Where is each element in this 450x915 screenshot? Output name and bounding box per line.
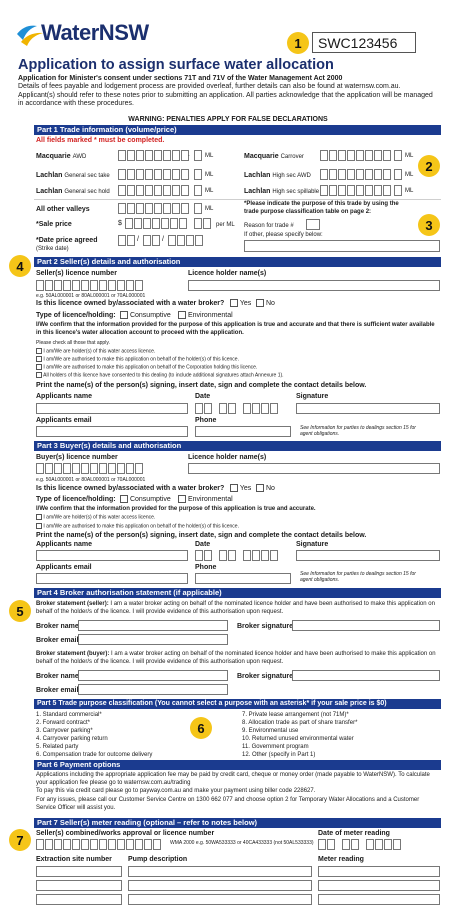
broker-name-label: Broker name xyxy=(36,673,79,680)
meter-reading-label: Meter reading xyxy=(318,856,364,863)
agent-obligations-note: See Information for parties to dealings section 15 for agent obligations. xyxy=(300,571,416,583)
seller-licence-label: Seller(s) licence number xyxy=(36,270,117,277)
decimal-dot: · xyxy=(188,153,190,159)
check-all-note: Please check all those that apply. xyxy=(36,340,110,346)
purpose-item: 10. Returned unused environmental water xyxy=(242,736,354,742)
wma-example: WMA 2000 e.g. 50WA533333 or 40CA433333 (not 50AL533333) xyxy=(170,840,314,846)
other-valleys-label: All other valleys xyxy=(36,206,90,213)
lachlan-hs-awd-label: Lachlan High sec AWD xyxy=(244,172,311,179)
part5-header: Part 5 Trade purpose classification (You cannot select a purpose with an asterisk* if your sale price is $0) xyxy=(34,699,441,709)
purpose-item: 2. Forward contract* xyxy=(36,720,91,726)
part3-header: Part 3 Buyer(s) details and authorisation xyxy=(34,441,441,451)
callout-badge-1: 1 xyxy=(287,32,309,54)
environmental-option[interactable]: Environmental xyxy=(178,311,233,319)
callout-badge-5: 5 xyxy=(9,600,31,622)
buyer-broker-signature-input[interactable] xyxy=(292,670,440,681)
meter-input-1[interactable] xyxy=(318,866,440,877)
warning-text: WARNING: PENALTIES APPLY FOR FALSE DECLARATIONS xyxy=(128,116,328,123)
ml-unit: ML xyxy=(205,206,214,212)
ml-unit: ML xyxy=(205,172,214,178)
seller-signature-input[interactable] xyxy=(296,403,440,414)
applicant-email-label: Applicants email xyxy=(36,417,92,424)
seller-option-2[interactable]: I am/We are authorised to make this application on behalf of the holder(s) of this licence. xyxy=(36,356,239,362)
broker-signature-label: Broker signature xyxy=(237,673,294,680)
broker-signature-label: Broker signature xyxy=(237,623,294,630)
consumptive-checkbox[interactable] xyxy=(120,495,128,503)
buyer-option-1[interactable]: I am/We are holder(s) of this water access licence. xyxy=(36,514,155,520)
payment-text-3: For any issues, please call our Customer Service Centre on 1300 662 077 and choose option 2 for Temporary Water Allocations and a Customer Service Officer will assist you. xyxy=(36,797,420,811)
combined-approval-label: Seller(s) combined/works approval or licence number xyxy=(36,830,215,837)
other-valleys-input[interactable] xyxy=(118,203,189,214)
sale-price-cents[interactable] xyxy=(194,218,211,229)
consumptive-option[interactable]: Consumptive xyxy=(120,311,171,319)
site-input-3[interactable] xyxy=(36,894,122,905)
seller-holder-input[interactable] xyxy=(188,280,440,291)
broker-email-label: Broker email xyxy=(36,637,79,644)
broker-question: Is this licence owned by/associated with a water broker? xyxy=(36,485,225,492)
broker-email-label: Broker email xyxy=(36,687,79,694)
ml-unit: ML xyxy=(205,188,214,194)
sale-price-label: *Sale price xyxy=(36,221,72,228)
site-input-2[interactable] xyxy=(36,880,122,891)
swc-field[interactable] xyxy=(312,32,416,53)
logo-text: WaterNSW xyxy=(41,20,149,45)
yes-checkbox[interactable] xyxy=(230,484,238,492)
broker-buyer-statement: Broker statement (buyer): I am a water broker acting on behalf of the nominated licence holder and have been authorised to make this application on behalf of the holder/s of the licence. I will provide evidence of this authorisation upon request. xyxy=(36,651,436,665)
licence-example: e.g. 50AL000001 or 80AL000001 or 70AL000001 xyxy=(36,293,146,299)
phone-label: Phone xyxy=(195,417,217,424)
buyer-date-input[interactable] xyxy=(195,550,278,561)
meter-input-3[interactable] xyxy=(318,894,440,905)
meter-input-2[interactable] xyxy=(318,880,440,891)
buyer-holder-label: Licence holder name(s) xyxy=(188,454,267,461)
purpose-item: 7. Private lease arrangement (not 71M)* xyxy=(242,712,349,718)
part1-header: Part 1 Trade information (volume/price) xyxy=(34,125,441,135)
payment-text-2: To pay this via credit card please go to payway.com.au and make your payment using biller code 228627. xyxy=(36,788,316,794)
macquarie-carryover-decimal[interactable] xyxy=(394,150,402,161)
page-title: Application to assign surface water allocation xyxy=(18,57,334,73)
purpose-list-left xyxy=(36,711,152,759)
part6-header: Part 6 Payment options xyxy=(34,760,441,770)
payment-text-1: Applications including the appropriate application fee may be paid by credit card, cheque or money order (made payable to WaterNSW). To calculate your application fee please go to waternsw.com.au/trading xyxy=(36,772,430,786)
broker-question: Is this licence owned by/associated with a water broker? xyxy=(36,300,225,307)
seller-licence-input[interactable] xyxy=(36,280,143,291)
phone-label: Phone xyxy=(195,564,217,571)
purpose-item: 12. Other (specify in Part 1) xyxy=(242,752,316,758)
macquarie-carryover-input[interactable] xyxy=(320,150,391,161)
ml-unit: ML xyxy=(205,153,214,159)
date-label: Date xyxy=(195,541,211,548)
environmental-checkbox[interactable] xyxy=(178,495,186,503)
signature-label: Signature xyxy=(296,393,329,400)
seller-broker-email-input[interactable] xyxy=(78,634,228,645)
ml-unit: ML xyxy=(405,153,414,159)
lachlan-gs-take-input[interactable] xyxy=(118,169,189,180)
seller-applicant-name-input[interactable] xyxy=(36,403,188,414)
date-month[interactable] xyxy=(143,235,160,246)
macquarie-awd-input[interactable] xyxy=(118,150,189,161)
yes-checkbox[interactable] xyxy=(230,299,238,307)
purpose-item: 3. Carryover parking* xyxy=(36,728,93,734)
lachlan-gs-hold-decimal[interactable] xyxy=(194,185,202,196)
required-note: All fields marked * must be completed. xyxy=(36,137,165,144)
buyer-signature-input[interactable] xyxy=(296,550,440,561)
buyer-option-2[interactable]: I am/We are authorised to make this application on behalf of the holder(s) of this licence. xyxy=(36,523,239,529)
macquarie-awd-label: Macquarie AWD xyxy=(36,153,87,160)
strike-date-label: (Strike date) xyxy=(36,246,69,252)
pump-description-label: Pump description xyxy=(128,856,188,863)
pump-input-3[interactable] xyxy=(128,894,312,905)
environmental-checkbox[interactable] xyxy=(178,311,186,319)
date-agreed-label: *Date price agreed xyxy=(36,237,98,244)
agent-obligations-note: See Information for parties to dealings section 15 for agent obligations. xyxy=(300,425,416,437)
purpose-item: 6. Compensation trade for outcome delivery xyxy=(36,752,153,758)
licence-type-label: Type of licence/holding: xyxy=(36,312,116,319)
purpose-item: 1. Standard commercial* xyxy=(36,712,102,718)
per-ml-unit: per ML xyxy=(216,222,235,228)
seller-phone-input[interactable] xyxy=(195,426,291,437)
broker-name-label: Broker name xyxy=(36,623,79,630)
purpose-item: 5. Related party xyxy=(36,744,79,750)
if-other-label: If other, please specify below: xyxy=(244,232,323,238)
date-sep: / xyxy=(162,236,164,243)
part4-header: Part 4 Broker authorisation statement (if applicable) xyxy=(34,588,441,598)
extraction-site-label: Extraction site number xyxy=(36,856,112,863)
seller-email-input[interactable] xyxy=(36,426,188,437)
date-label: Date xyxy=(195,393,211,400)
date-day[interactable] xyxy=(118,235,135,246)
lachlan-gs-hold-input[interactable] xyxy=(118,185,189,196)
callout-badge-4: 4 xyxy=(9,255,31,277)
lachlan-gs-hold-label: Lachlan General sec hold xyxy=(36,188,110,195)
broker-no[interactable]: No xyxy=(256,484,275,492)
macquarie-awd-decimal[interactable] xyxy=(194,150,202,161)
seller-broker-name-input[interactable] xyxy=(78,620,228,631)
no-checkbox[interactable] xyxy=(256,299,264,307)
approval-number-input[interactable] xyxy=(36,839,161,850)
date-year[interactable] xyxy=(168,235,203,246)
purpose-item: 9. Environmental use xyxy=(242,728,299,734)
other-valleys-decimal[interactable] xyxy=(194,203,202,214)
sale-price-input[interactable] xyxy=(125,218,187,229)
lachlan-hs-spill-label: Lachlan High sec spillable xyxy=(244,188,320,195)
lachlan-hs-awd-input[interactable] xyxy=(320,169,391,180)
waternsw-logo xyxy=(15,12,155,52)
print-names-note: Print the name(s) of the person(s) signing, insert date, sign and complete the contact details below. xyxy=(36,532,367,539)
no-checkbox[interactable] xyxy=(256,484,264,492)
broker-yes[interactable]: Yes xyxy=(230,299,251,307)
callout-badge-3: 3 xyxy=(418,214,440,236)
buyer-licence-input[interactable] xyxy=(36,463,143,474)
callout-badge-2: 2 xyxy=(418,155,440,177)
environmental-option[interactable]: Environmental xyxy=(178,495,233,503)
pump-input-1[interactable] xyxy=(128,866,312,877)
buyer-broker-name-input[interactable] xyxy=(78,670,228,681)
buyer-confirm-text: I/We confirm that the information provided for the purpose of this application is true and accurate. xyxy=(36,506,316,512)
buyer-applicant-name-input[interactable] xyxy=(36,550,188,561)
callout-badge-6: 6 xyxy=(190,717,212,739)
broker-no[interactable]: No xyxy=(256,299,275,307)
consumptive-checkbox[interactable] xyxy=(120,311,128,319)
consumptive-option[interactable]: Consumptive xyxy=(120,495,171,503)
licence-example: e.g. 50AL000001 or 80AL000001 or 70AL000001 xyxy=(36,477,146,483)
seller-broker-signature-input[interactable] xyxy=(292,620,440,631)
print-names-note: Print the name(s) of the person(s) signing, insert date, sign and complete the contact details below. xyxy=(36,382,367,389)
dollar-sign: $ xyxy=(118,220,122,227)
applicant-name-label: Applicants name xyxy=(36,541,93,548)
seller-option-3[interactable]: I am/We are authorised to make this application on behalf of the Corporation holding this licence. xyxy=(36,364,257,370)
purpose-note: *Please indicate the purpose of this trade by using the trade purpose classification table on page 2: xyxy=(244,201,399,215)
divider xyxy=(34,199,441,200)
buyer-phone-input[interactable] xyxy=(195,573,291,584)
seller-date-input[interactable] xyxy=(195,403,278,414)
signature-label: Signature xyxy=(296,541,329,548)
reading-date-input[interactable] xyxy=(318,839,401,850)
ml-unit: ML xyxy=(405,172,414,178)
site-input-1[interactable] xyxy=(36,866,122,877)
lachlan-hs-spill-decimal[interactable] xyxy=(394,185,402,196)
lachlan-hs-awd-decimal[interactable] xyxy=(394,169,402,180)
seller-holder-label: Licence holder name(s) xyxy=(188,270,267,277)
purpose-list-right xyxy=(242,711,357,759)
lachlan-gs-take-label: Lachlan General sec take xyxy=(36,172,110,179)
licence-type-label: Type of licence/holding: xyxy=(36,496,116,503)
intro-paragraph: Details of fees payable and lodgement process are provided overleaf, further details can also be found at waternsw.com.au. Applicant(s) should refer to these notes prior to submitting an application. All parties acknowledge that the application will be managed in accordance with these procedures. xyxy=(18,83,433,107)
purpose-item: 11. Government program xyxy=(242,744,309,750)
broker-seller-statement: Broker statement (seller): I am a water broker acting on behalf of the nominated licence holder and have been authorised to make this application on behalf of the holder/s of the licence. I will provide evidence of this authorisation upon request. xyxy=(36,601,435,615)
pump-input-2[interactable] xyxy=(128,880,312,891)
broker-yes[interactable]: Yes xyxy=(230,484,251,492)
applicant-email-label: Applicants email xyxy=(36,564,92,571)
purpose-item: 8. Allocation trade as part of share transfer* xyxy=(242,720,358,726)
buyer-email-input[interactable] xyxy=(36,573,188,584)
seller-confirm-text: I/We confirm that the information provided for the purpose of this application is true and accurate and that there is sufficient water available in this licence's water allocation account to proceed with the application. xyxy=(36,322,435,336)
buyer-licence-label: Buyer(s) licence number xyxy=(36,454,118,461)
macquarie-carryover-label: Macquarie Carrover xyxy=(244,153,304,160)
purpose-item: 4. Carryover parking return xyxy=(36,736,108,742)
lachlan-gs-take-decimal[interactable] xyxy=(194,169,202,180)
reason-label: Reason for trade # xyxy=(244,223,294,229)
seller-option-4[interactable]: All holders of this licence have consented to this dealing (to include additional signatures attach Annexure 1). xyxy=(36,372,284,378)
other-reason-input[interactable] xyxy=(244,240,440,252)
part7-header: Part 7 Seller(s) meter reading (optional – refer to notes below) xyxy=(34,818,441,828)
date-sep: / xyxy=(137,236,139,243)
buyer-broker-email-input[interactable] xyxy=(78,684,228,695)
buyer-holder-input[interactable] xyxy=(188,463,440,474)
date-of-reading-label: Date of meter reading xyxy=(318,830,390,837)
ml-unit: ML xyxy=(405,188,414,194)
callout-badge-7: 7 xyxy=(9,829,31,851)
applicant-name-label: Applicants name xyxy=(36,393,93,400)
swc-value: SWC123456 xyxy=(318,34,398,51)
page-subtitle: Application for Minister's consent under sections 71T and 71V of the Water Management Act 2000 xyxy=(18,75,343,82)
seller-option-1[interactable]: I am/We are holder(s) of this water access licence. xyxy=(36,348,155,354)
lachlan-hs-spill-input[interactable] xyxy=(320,185,391,196)
reason-input[interactable] xyxy=(306,219,320,230)
part2-header: Part 2 Seller(s) details and authorisation xyxy=(34,257,441,267)
